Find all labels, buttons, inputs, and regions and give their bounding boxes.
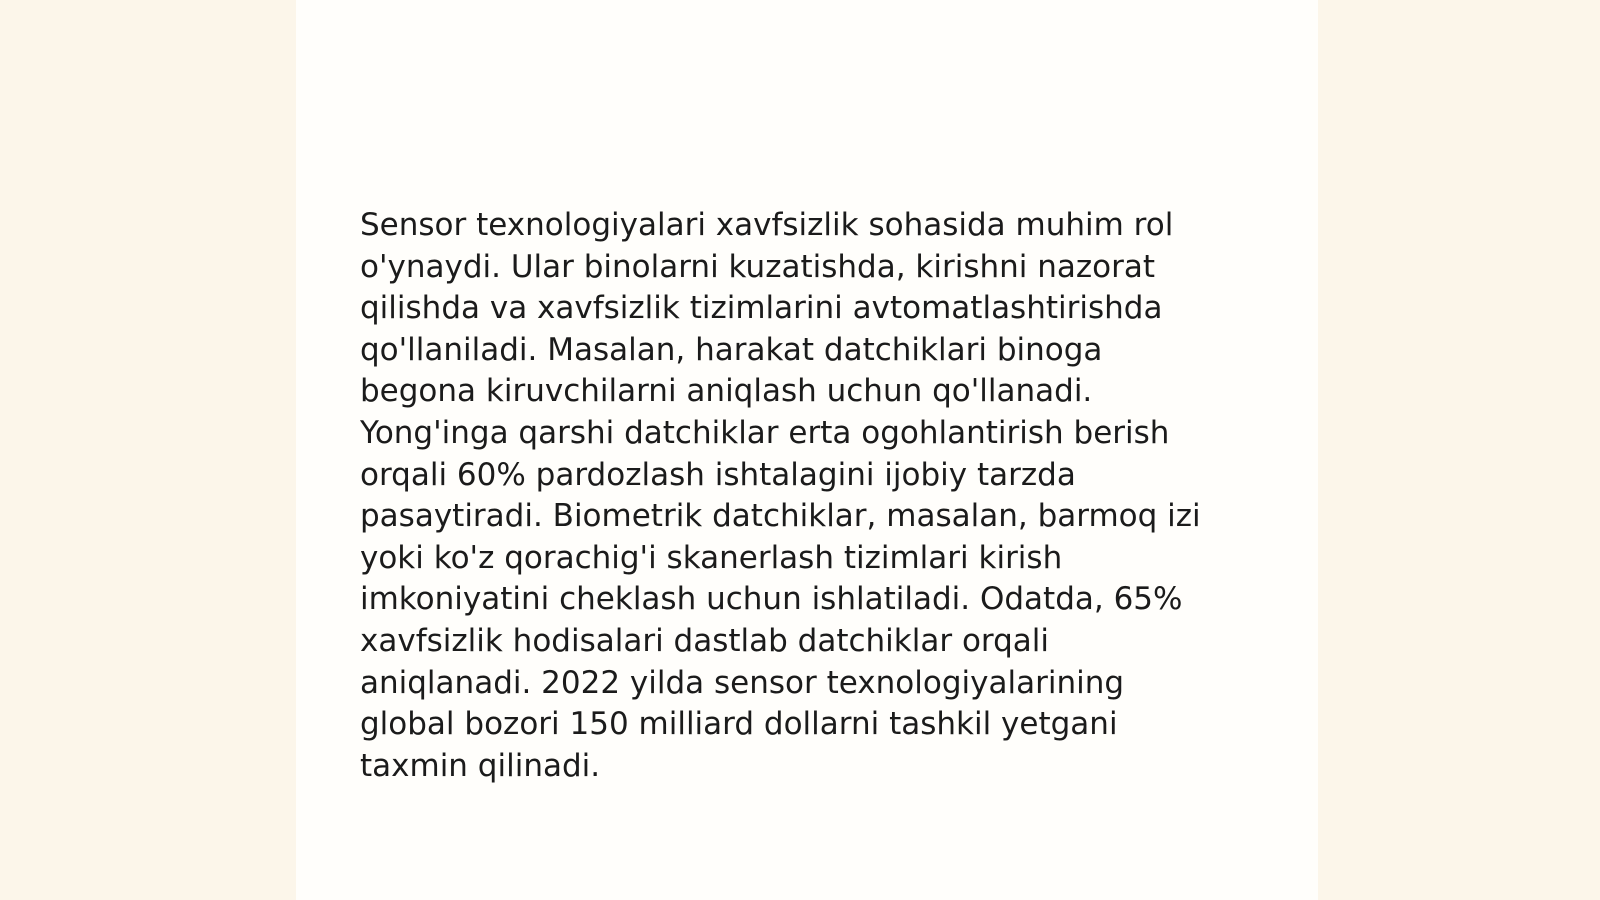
document-page	[296, 0, 1318, 900]
paragraph-line-14: taxmin qilinadi.	[360, 747, 601, 784]
paragraph-line-2: o'ynaydi. Ular binolarni kuzatishda, kirishni nazorat	[360, 248, 1156, 285]
paragraph-line-4: qo'llaniladi. Masalan, harakat datchiklari binoga	[360, 331, 1103, 368]
paragraph-line-8: pasaytiradi. Biometrik datchiklar, masalan, barmoq izi	[360, 498, 1201, 535]
paragraph-line-10: imkoniyatini cheklash uchun ishlatiladi. Odatda, 65%	[360, 581, 1183, 618]
paragraph-line-6: Yong'inga qarshi datchiklar erta ogohlantirish berish	[360, 414, 1170, 451]
paragraph-line-9: yoki ko'z qorachig'i skanerlash tizimlari kirish	[360, 539, 1063, 576]
paragraph-line-12: aniqlanadi. 2022 yilda sensor texnologiyalarining	[360, 664, 1125, 701]
paragraph-line-5: begona kiruvchilarni aniqlash uchun qo'llanadi.	[360, 373, 1093, 410]
paragraph-line-13: global bozori 150 milliard dollarni tashkil yetgani	[360, 706, 1118, 743]
body-paragraph	[360, 205, 1240, 787]
paragraph-line-11: xavfsizlik hodisalari dastlab datchiklar orqali	[360, 622, 1050, 659]
paragraph-line-3: qilishda va xavfsizlik tizimlarini avtomatlashtirishda	[360, 290, 1163, 327]
paragraph-line-1: Sensor texnologiyalari xavfsizlik sohasida muhim rol	[360, 207, 1174, 243]
paragraph-line-7: orqali 60% pardozlash ishtalagini ijobiy tarzda	[360, 456, 1076, 493]
